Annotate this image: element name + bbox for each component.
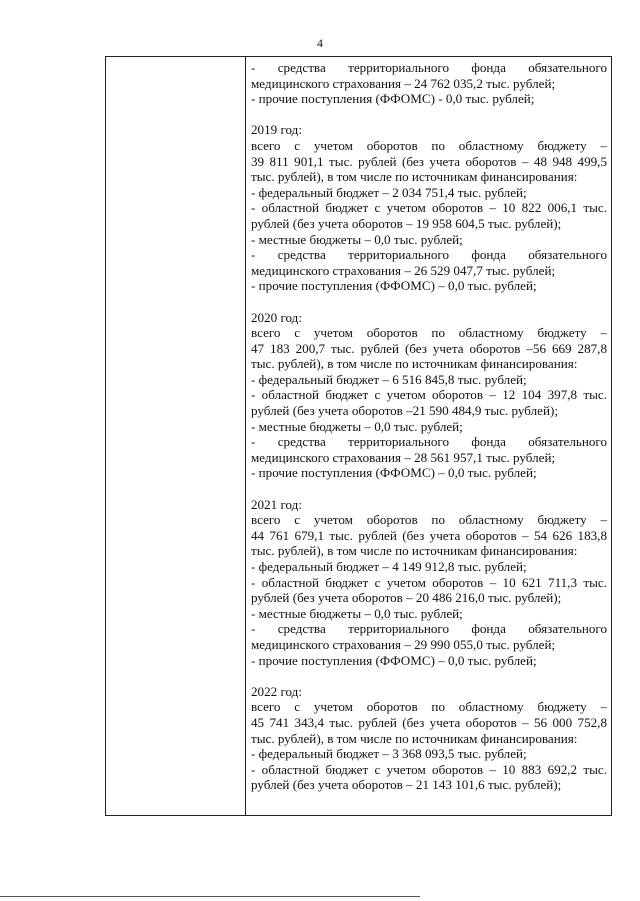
text-line: всего с учетом оборотов по областному бюджету – xyxy=(251,699,607,715)
year-heading: 2022 год: xyxy=(251,683,302,699)
text-line: тыс. рублей), в том числе по источникам финансирования: xyxy=(251,356,578,372)
text-line: - федеральный бюджет – 6 516 845,8 тыс. рублей; xyxy=(251,371,527,387)
page-number: 4 xyxy=(317,36,323,50)
text-line: - федеральный бюджет – 2 034 751,4 тыс. рублей; xyxy=(251,184,527,200)
text-line: - прочие поступления (ФФОМС) – 0,0 тыс. рублей; xyxy=(251,465,537,481)
text-line: - федеральный бюджет – 3 368 093,5 тыс. рублей; xyxy=(251,746,527,762)
text-line: - средства территориального фонда обязательного xyxy=(251,60,607,75)
text-line: - прочие поступления (ФФОМС) – 0,0 тыс. рублей; xyxy=(251,278,537,294)
text-line: всего с учетом оборотов по областному бюджету – xyxy=(251,325,607,341)
paragraph-gap xyxy=(251,107,607,123)
text-line: - местные бюджеты – 0,0 тыс. рублей; xyxy=(251,418,463,434)
text-line: - областной бюджет с учетом оборотов – 12 104 397,8 тыс. xyxy=(251,387,607,403)
text-line: - прочие поступления (ФФОМС) - 0,0 тыс. рублей; xyxy=(251,91,535,107)
text-line: - областной бюджет с учетом оборотов – 10 822 006,1 тыс. xyxy=(251,200,607,216)
paragraph-gap xyxy=(251,668,607,684)
text-line: рублей (без учета оборотов – 19 958 604,5 тыс. рублей); xyxy=(251,215,562,231)
text-line: всего с учетом оборотов по областному бюджету – xyxy=(251,512,607,528)
paragraph-gap xyxy=(251,294,607,310)
text-line: 45 741 343,4 тыс. рублей (без учета оборотов – 56 000 752,8 xyxy=(251,714,607,730)
text-line: тыс. рублей), в том числе по источникам финансирования: xyxy=(251,169,578,185)
year-heading: 2019 год: xyxy=(251,122,302,138)
text-line: 39 811 901,1 тыс. рублей (без учета оборотов – 48 948 499,5 xyxy=(251,153,607,169)
text-line: тыс. рублей), в том числе по источникам финансирования: xyxy=(251,543,578,559)
text-line: медицинского страхования – 29 990 055,0 тыс. рублей; xyxy=(251,636,556,652)
text-line: всего с учетом оборотов по областному бюджету – xyxy=(251,137,607,153)
document-table xyxy=(105,56,612,816)
paragraph-gap xyxy=(251,481,607,497)
text-line: 47 183 200,7 тыс. рублей (без учета оборотов –56 669 287,8 xyxy=(251,340,607,356)
text-line: - местные бюджеты – 0,0 тыс. рублей; xyxy=(251,605,463,621)
text-line: - средства территориального фонда обязательного xyxy=(251,434,607,450)
footer-rule xyxy=(0,896,420,897)
text-line: рублей (без учета оборотов – 20 486 216,0 тыс. рублей); xyxy=(251,590,562,606)
table-right-column xyxy=(246,57,612,815)
year-heading: 2020 год: xyxy=(251,309,302,325)
text-line: рублей (без учета оборотов –21 590 484,9 тыс. рублей); xyxy=(251,403,558,419)
text-line: - областной бюджет с учетом оборотов – 10 883 692,2 тыс. xyxy=(251,761,607,777)
text-line: - местные бюджеты – 0,0 тыс. рублей; xyxy=(251,231,463,247)
text-line: - прочие поступления (ФФОМС) – 0,0 тыс. рублей; xyxy=(251,652,537,668)
text-line: тыс. рублей), в том числе по источникам финансирования: xyxy=(251,730,578,746)
year-heading: 2021 год: xyxy=(251,496,302,512)
text-line: медицинского страхования – 26 529 047,7 тыс. рублей; xyxy=(251,262,556,278)
text-line: - средства территориального фонда обязательного xyxy=(251,247,607,263)
text-line: 44 761 679,1 тыс. рублей (без учета оборотов – 54 626 183,8 xyxy=(251,527,607,543)
text-line: медицинского страхования – 24 762 035,2 тыс. рублей; xyxy=(251,75,556,91)
text-line: - средства территориального фонда обязательного xyxy=(251,621,607,637)
text-line: - федеральный бюджет – 4 149 912,8 тыс. рублей; xyxy=(251,559,527,574)
text-line: рублей (без учета оборотов – 21 143 101,6 тыс. рублей); xyxy=(251,777,562,793)
text-line: - областной бюджет с учетом оборотов – 10 621 711,3 тыс. xyxy=(251,574,607,590)
table-left-column xyxy=(106,57,246,815)
text-line: медицинского страхования – 28 561 957,1 тыс. рублей; xyxy=(251,449,556,465)
